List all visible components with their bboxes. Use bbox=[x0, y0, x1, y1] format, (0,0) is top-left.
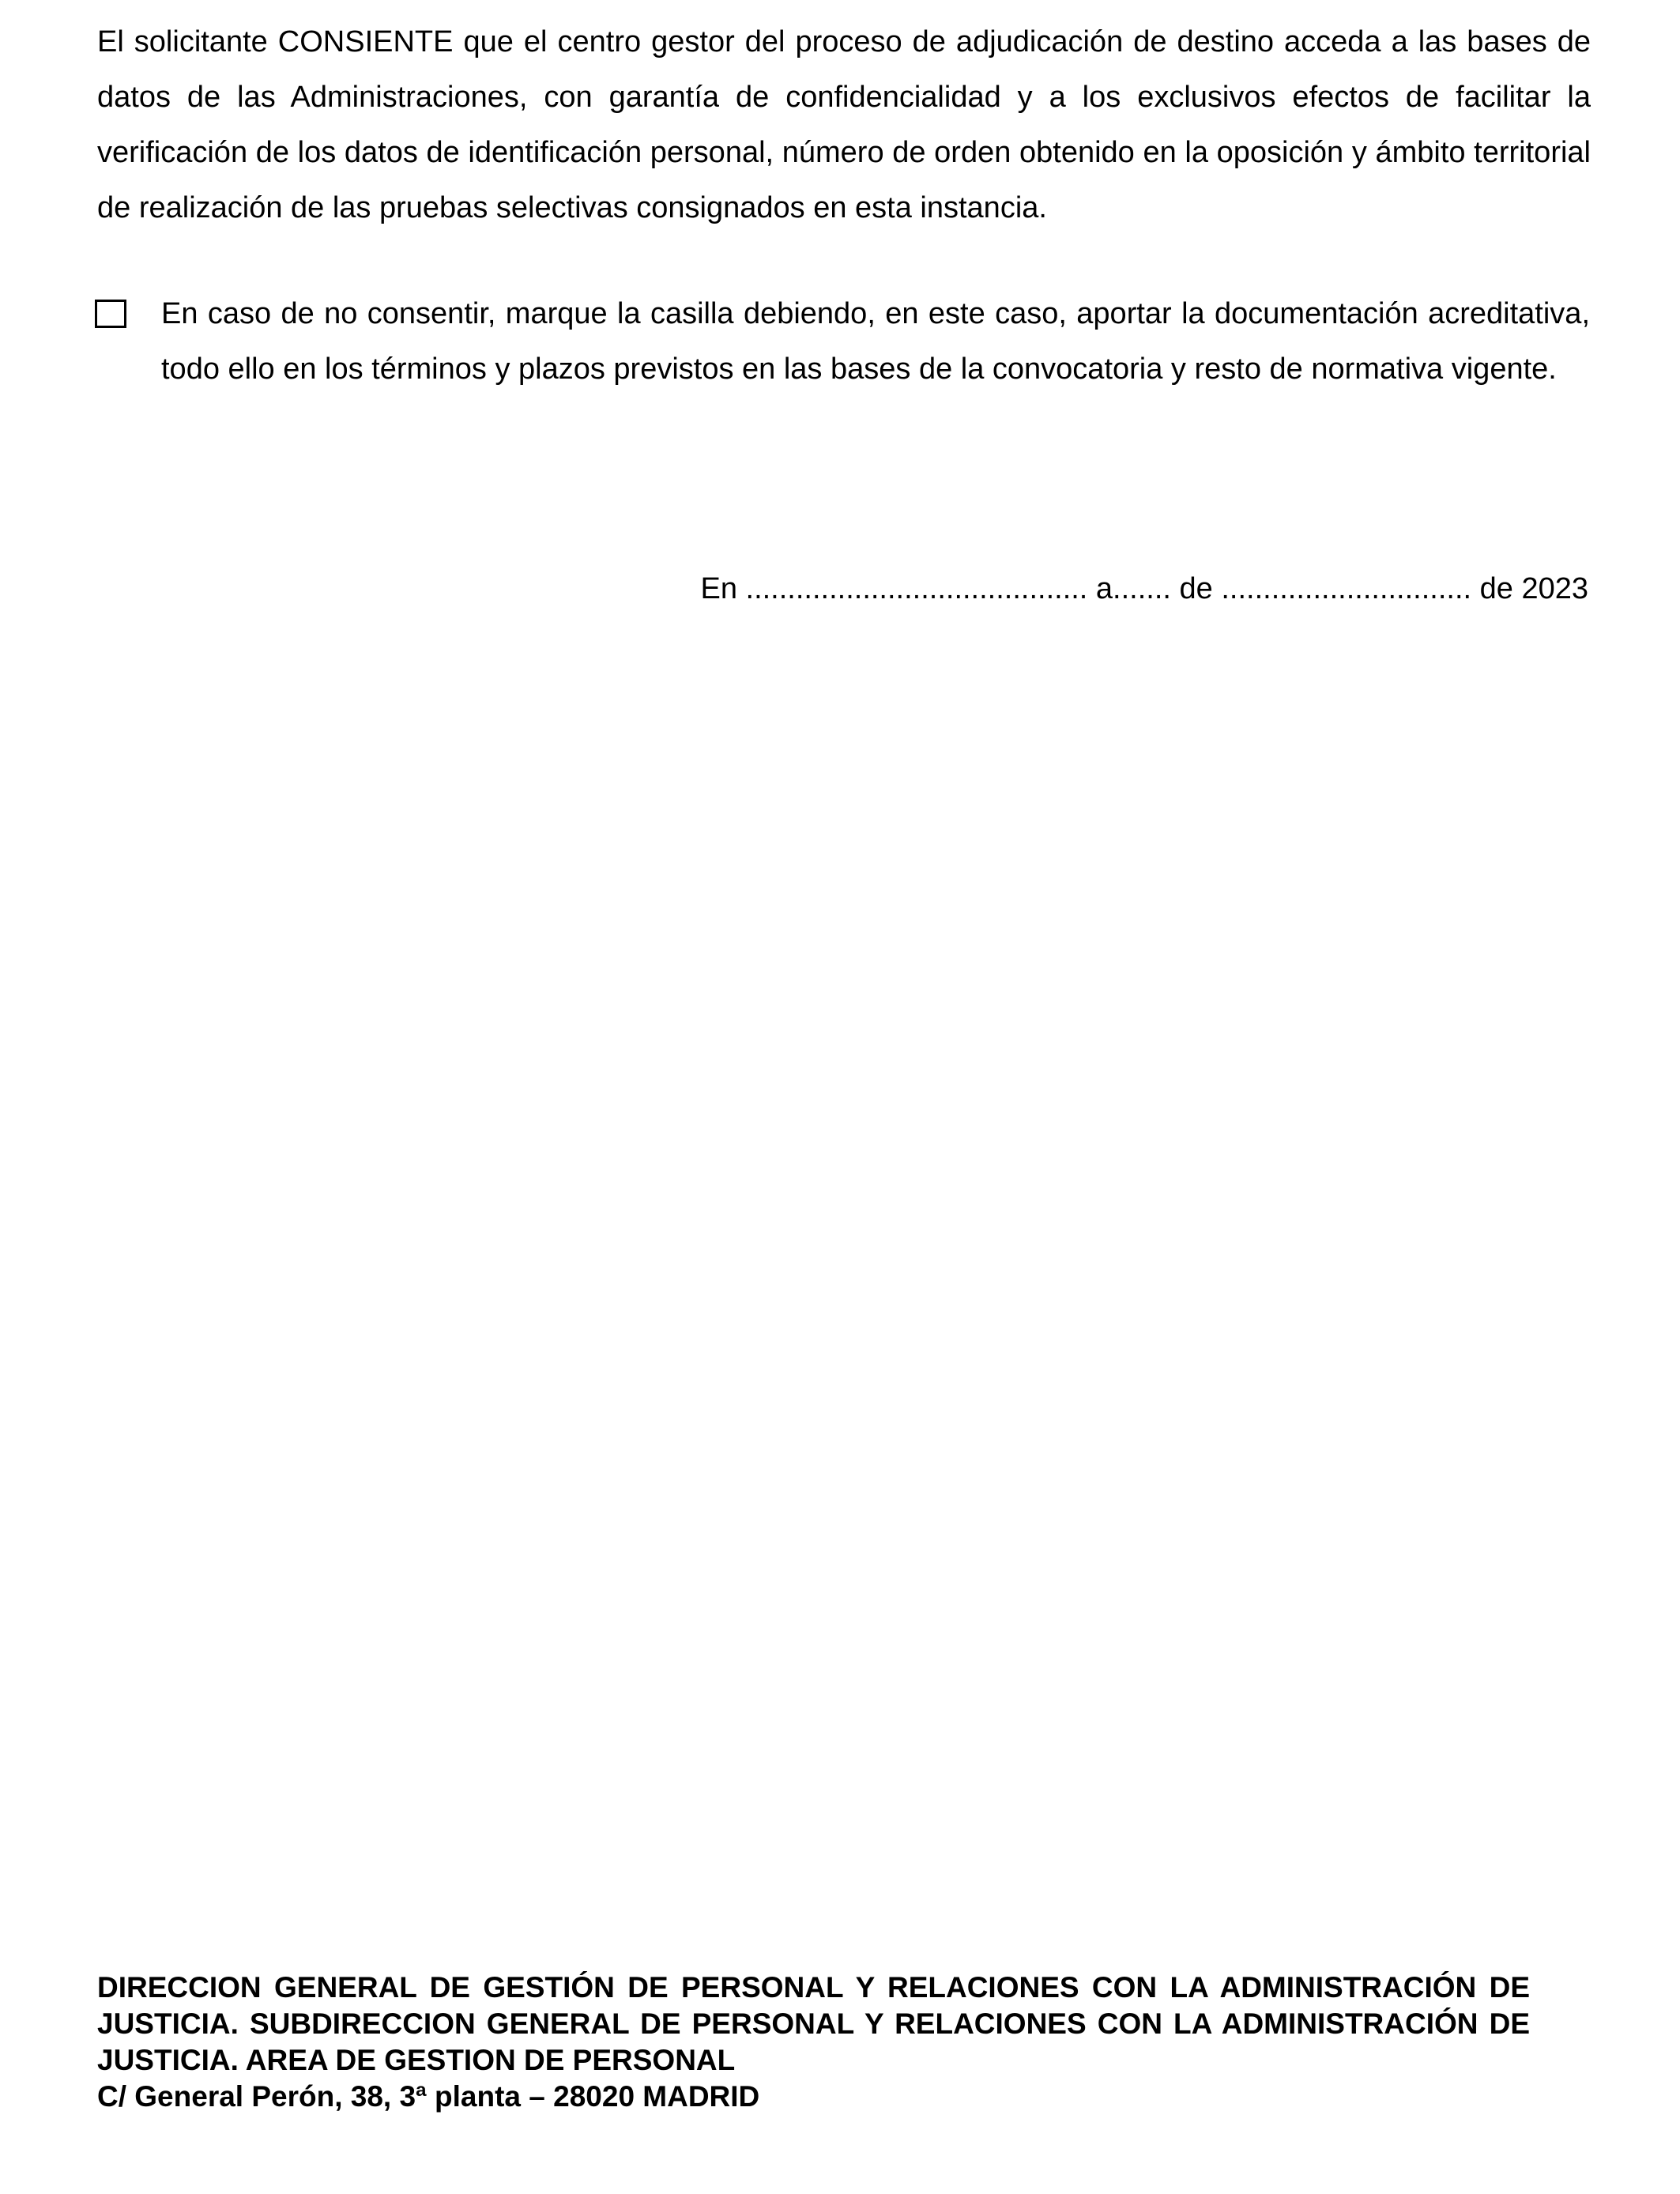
footer-address: C/ General Perón, 38, 3ª planta – 28020 MADRID bbox=[97, 2080, 760, 2113]
date-place-line: En ......................................... a....... de .............................. de 2023 bbox=[700, 572, 1588, 605]
no-consent-checkbox[interactable] bbox=[95, 300, 126, 328]
no-consent-text: En caso de no consentir, marque la casilla debiendo, en este caso, aportar la documentación acreditativa, todo ello en los términos y plazos previstos en las bases de la convocatoria y resto de normativa vigente. bbox=[161, 297, 1590, 386]
footer bbox=[97, 1970, 1530, 2115]
consent-paragraph: El solicitante CONSIENTE que el centro gestor del proceso de adjudicación de destino acceda a las bases de datos de las Administraciones, con garantía de confidencialidad y a los exclusivos efectos de facilitar la verificación de los datos de identificación personal, número de orden obtenido en la oposición y ámbito territorial de realización de las pruebas selectivas consignados en esta instancia. bbox=[97, 25, 1591, 224]
footer-organization: DIRECCION GENERAL DE GESTIÓN DE PERSONAL Y RELACIONES CON LA ADMINISTRACIÓN DE JUSTICIA. SUBDIRECCION GENERAL DE PERSONAL Y RELACIONES CON LA ADMINISTRACIÓN DE JUSTICIA. AREA DE GESTION DE PERSONAL bbox=[97, 1971, 1530, 2076]
